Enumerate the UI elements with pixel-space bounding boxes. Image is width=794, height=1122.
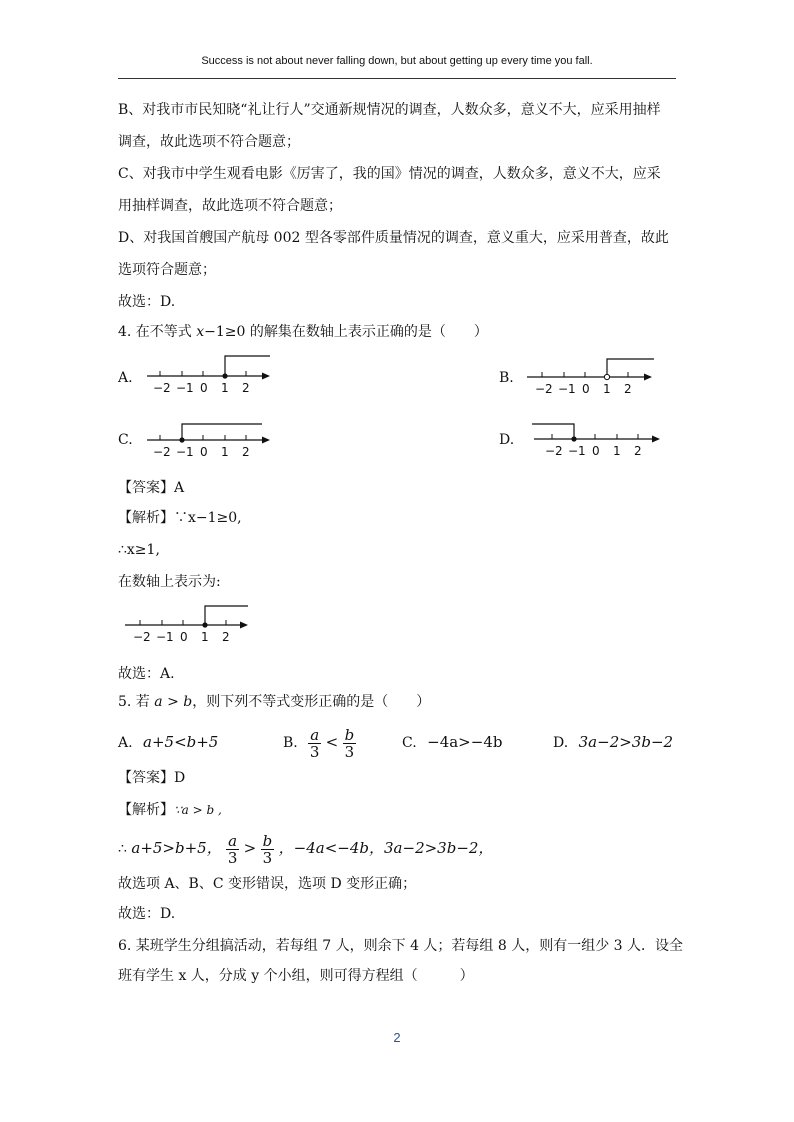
tick-label: −2 xyxy=(545,444,563,458)
q4-answer: 【答案】A xyxy=(118,480,185,496)
q4-stem-var: x xyxy=(196,324,205,340)
tick-label: 0 xyxy=(180,630,188,644)
q5-option-c-label: C. xyxy=(402,735,417,751)
q5-analysis-2 xyxy=(118,828,493,869)
q5-option-d xyxy=(553,732,673,753)
header-divider xyxy=(118,78,676,79)
q4-option-b-number-line xyxy=(522,352,662,402)
q4-analysis-1 xyxy=(118,508,242,528)
tick-label: −2 xyxy=(133,630,151,644)
q5-option-d-expr: 3a−2>3b−2 xyxy=(578,733,674,751)
analysis-label: 【解析】 xyxy=(118,802,174,818)
q4-stem-math: −1≥0 xyxy=(204,324,246,340)
page-number: 2 xyxy=(393,1030,401,1045)
q4-stem-suffix: 的解集在数轴上表示正确的是（ ） xyxy=(245,324,488,340)
q5-derivation-3: ，−4a<−4b，3a−2>3b−2， xyxy=(278,839,494,857)
numerator: b xyxy=(262,831,273,850)
q4-option-c-label: C. xyxy=(118,432,133,448)
q6-stem-line2: 班有学生 x 人，分成 y 个小组，则可得方程组（ ） xyxy=(118,968,474,984)
tick-label: −1 xyxy=(176,381,194,395)
tick-label: 2 xyxy=(242,381,250,395)
q5-answer: 【答案】D xyxy=(118,770,186,786)
q4-option-b-label: B. xyxy=(499,370,514,386)
q5-option-a-label: A. xyxy=(118,735,133,751)
denominator: 3 xyxy=(344,742,355,761)
q5-conclusion: 故选：D. xyxy=(118,906,176,922)
q4-stem xyxy=(118,322,488,342)
tick-label: 2 xyxy=(242,445,250,459)
q4-analysis-3: 在数轴上表示为: xyxy=(118,574,221,590)
tick-label: −2 xyxy=(153,445,171,459)
q5-analysis-1 xyxy=(118,800,222,820)
analysis-step: ∵a > b , xyxy=(174,803,222,817)
tick-label: 1 xyxy=(221,381,229,395)
numerator: a xyxy=(228,831,238,850)
q3-option-b-line1: B、对我市市民知晓“礼让行人”交通新规情况的调查，人数众多，意义不大，应采用抽样 xyxy=(118,102,661,118)
q3-option-d-line2: 选项符合题意； xyxy=(118,262,216,278)
q4-option-c-number-line xyxy=(140,414,280,464)
tick-label: −2 xyxy=(153,381,171,395)
q5-derivation-frac-left xyxy=(226,833,239,866)
tick-label: −1 xyxy=(156,630,174,644)
tick-label: 1 xyxy=(201,630,209,644)
q5-option-b-frac-left xyxy=(308,727,321,760)
q5-option-a xyxy=(118,732,218,753)
q4-option-a-label: A. xyxy=(118,370,133,386)
numerator: b xyxy=(344,725,355,744)
q4-option-d-number-line xyxy=(522,414,667,464)
q3-option-b-line2: 调查，故此选项不符合题意； xyxy=(118,134,300,150)
denominator: 3 xyxy=(309,742,320,761)
q6-stem-line1: 6. 某班学生分组搞活动，若每组 7 人，则余下 4 人；若每组 8 人，则有一组少 3 人．设全 xyxy=(118,938,684,954)
q5-derivation-frac-right xyxy=(261,833,275,866)
q5-option-b xyxy=(283,722,356,763)
q5-option-d-label: D. xyxy=(553,735,569,751)
tick-label: 2 xyxy=(624,382,632,396)
q4-conclusion: 故选：A. xyxy=(118,666,175,682)
denominator: 3 xyxy=(262,848,273,867)
page-header-motto: Success is not about never falling down, but about getting up every time you fall. xyxy=(201,55,593,67)
q3-conclusion: 故选：D. xyxy=(118,294,176,310)
q3-option-d-line1: D、对我国首艘国产航母 002 型各零部件质量情况的调查，意义重大，应采用普查，故此 xyxy=(118,230,669,246)
tick-label: −1 xyxy=(558,382,576,396)
q4-stem-prefix: 4. 在不等式 xyxy=(118,324,197,340)
tick-label: 0 xyxy=(200,381,208,395)
q5-stem-math: a > b xyxy=(154,694,193,710)
relation: < xyxy=(325,733,339,751)
tick-label: 0 xyxy=(592,444,600,458)
q5-stem xyxy=(118,692,430,712)
denominator: 3 xyxy=(227,848,238,867)
numerator: a xyxy=(310,725,320,744)
tick-label: 0 xyxy=(200,445,208,459)
tick-label: −1 xyxy=(568,444,586,458)
q4-solution-number-line xyxy=(120,600,260,650)
q4-option-a-number-line xyxy=(140,350,280,400)
q5-option-b-frac-right xyxy=(343,727,357,760)
q5-option-a-expr: a+5<b+5 xyxy=(143,733,219,751)
therefore-symbol: ∴ xyxy=(118,841,127,857)
tick-label: 1 xyxy=(221,445,229,459)
relation: > xyxy=(243,839,257,857)
q5-summary: 故选项 A、B、C 变形错误，选项 D 变形正确； xyxy=(118,876,417,892)
q5-option-c xyxy=(402,732,502,753)
tick-label: 2 xyxy=(634,444,642,458)
q4-analysis-2: ∴x≥1, xyxy=(118,542,160,558)
tick-label: −2 xyxy=(535,382,553,396)
q3-option-c-line1: C、对我市中学生观看电影《厉害了，我的国》情况的调查，人数众多，意义不大，应采 xyxy=(118,166,661,182)
q4-option-d-label: D. xyxy=(499,432,515,448)
analysis-label: 【解析】 xyxy=(118,510,174,526)
tick-label: −1 xyxy=(176,445,194,459)
tick-label: 1 xyxy=(613,444,621,458)
tick-label: 0 xyxy=(582,382,590,396)
tick-label: 2 xyxy=(222,630,230,644)
q5-derivation-1: a+5>b+5， xyxy=(131,839,222,857)
tick-label: 1 xyxy=(603,382,611,396)
q5-stem-suffix: ，则下列不等式变形正确的是（ ） xyxy=(192,694,431,710)
analysis-step: ∵x−1≥0, xyxy=(174,510,242,526)
q5-stem-prefix: 5. 若 xyxy=(118,694,155,710)
q3-option-c-line2: 用抽样调查，故此选项不符合题意； xyxy=(118,198,342,214)
q5-option-b-label: B. xyxy=(283,735,298,751)
q5-option-c-expr: −4a>−4b xyxy=(427,733,503,751)
